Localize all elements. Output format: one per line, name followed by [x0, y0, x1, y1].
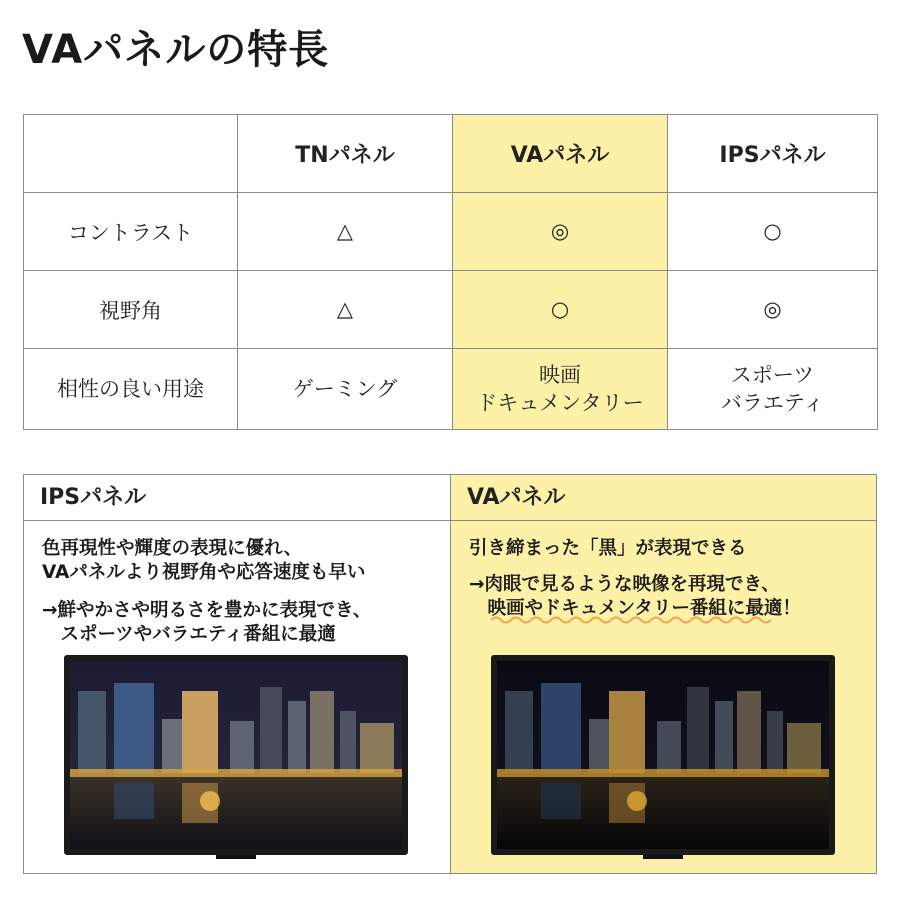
rating-ips-contrast: ○: [668, 193, 878, 271]
usage-ips-line1: スポーツ: [730, 362, 815, 387]
row-label: 相性の良い用途: [24, 349, 238, 430]
comparison-table: [23, 114, 878, 430]
rating-va-contrast: ◎: [453, 193, 668, 271]
ips-benefit: [42, 599, 371, 647]
usage-ips: [668, 349, 878, 430]
rating-ips-angle: ◎: [668, 271, 878, 349]
header-tn: TNパネル: [238, 115, 453, 193]
va-line3: 映画やドキュメンタリー番組に最適！: [469, 598, 801, 619]
va-panel: [451, 474, 877, 874]
header-empty-cell: [24, 115, 238, 193]
usage-va: [453, 349, 668, 430]
va-tv-image: [491, 655, 835, 855]
usage-ips-line2: バラエティ: [720, 391, 825, 415]
rating-va-angle: ○: [453, 271, 668, 349]
table-row-viewing-angle: [24, 271, 878, 349]
table-header-row: [24, 115, 878, 193]
row-label: コントラスト: [24, 193, 238, 271]
ips-line3: →鮮やかさや明るさを豊かに表現でき、: [42, 600, 372, 621]
header-va: VAパネル: [453, 115, 668, 193]
ips-line4: スポーツやバラエティ番組に最適: [42, 624, 336, 645]
tv-stand: [216, 855, 256, 859]
usage-va-line2: ドキュメンタリー: [476, 391, 644, 415]
rating-tn-angle: △: [238, 271, 453, 349]
usage-va-line1: 映画: [539, 362, 581, 387]
usage-tn: ゲーミング: [238, 349, 453, 430]
ips-line1: 色再現性や輝度の表現に優れ、: [42, 538, 303, 559]
ips-line2: VAパネルより視野角や応答速度も早い: [42, 562, 366, 583]
tv-stand: [643, 855, 683, 859]
page-title: VAパネルの特長: [22, 27, 330, 73]
va-benefit: [469, 573, 801, 621]
row-label: 視野角: [24, 271, 238, 349]
ips-panel: [23, 474, 451, 874]
header-ips: IPSパネル: [668, 115, 878, 193]
rating-tn-contrast: △: [238, 193, 453, 271]
table-row-usage: [24, 349, 878, 430]
va-line2: →肉眼で見るような映像を再現でき、: [469, 574, 780, 595]
va-panel-header: VAパネル: [451, 475, 876, 521]
va-line1: 引き締まった「黒」が表現できる: [469, 538, 747, 559]
ips-description: [42, 537, 365, 585]
night-city-image: [70, 661, 402, 849]
ips-tv-image: [64, 655, 408, 855]
table-row-contrast: [24, 193, 878, 271]
night-city-image: [497, 661, 829, 849]
ips-panel-header: IPSパネル: [24, 475, 450, 521]
wavy-underline: [491, 615, 773, 625]
